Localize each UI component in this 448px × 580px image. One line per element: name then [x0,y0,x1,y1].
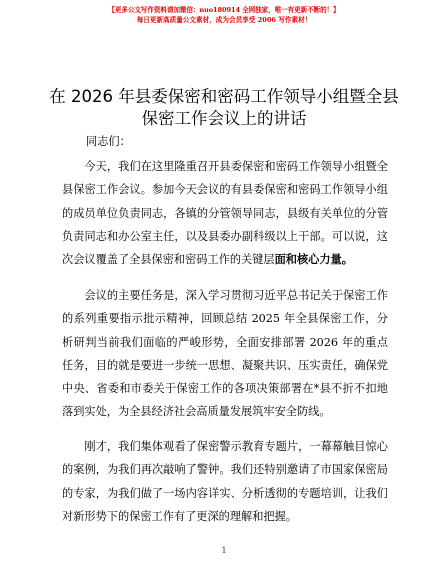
document-title [28,86,420,130]
paragraph-1-text: 今天，我们在这里隆重召开县委保密和密码工作领导小组暨全县保密工作会议。参加今天会议的有县委保密和密码工作领导小组的成员单位负责同志，各镇的分管领导同志，县级有关单位的分管负责同志和办公室主任，以及县委办副科级以上干部。可以说，这次会议覆盖了全县保密和密码工作的关键层 [62,160,388,267]
paragraph-1-emphasis: 面和核心力量。 [274,253,353,267]
salutation: 同志们： [86,135,131,148]
page-number: 1 [221,546,227,555]
document-title-line2: 保密工作会议上的讲话 [141,109,307,128]
promo-banner-line1: 【更多公文写作资料请加微信：nuo180914 全网独家，唯一有更新不断的！】 [108,6,340,14]
paragraph-2: 会议的主要任务是，深入学习贯彻习近平总书记关于保密工作的系列重要指示批示精神，回顾总结 2025 年全县保密工作，分析研判当前我们面临的严峻形势，全面安排部署 2026 年的重点任务，目的就是要进一步统一思想、凝聚共识、压实责任，确保党中央、省委和市委关于保密工作的各项决策部署在*县不折不扣地落到实处，为全县经济社会高质量发展筑牢安全防线。 [62,289,388,419]
document-title-line1: 在 2026 年县委保密和密码工作领导小组暨全县 [49,87,399,106]
paragraph-1 [62,155,388,271]
paragraph-3: 刚才，我们集体观看了保密警示教育专题片，一幕幕触目惊心的案例，为我们再次敲响了警钟。我们还特别邀请了市国家保密局的专家，为我们做了一场内容详实、分析透彻的专题培训，让我们对新形势下的保密工作有了更深的理解和把握。 [62,440,388,523]
promo-banner-line2: 每日更新高质量公文素材，成为会员享受 2006 写作素材！ [136,16,312,24]
